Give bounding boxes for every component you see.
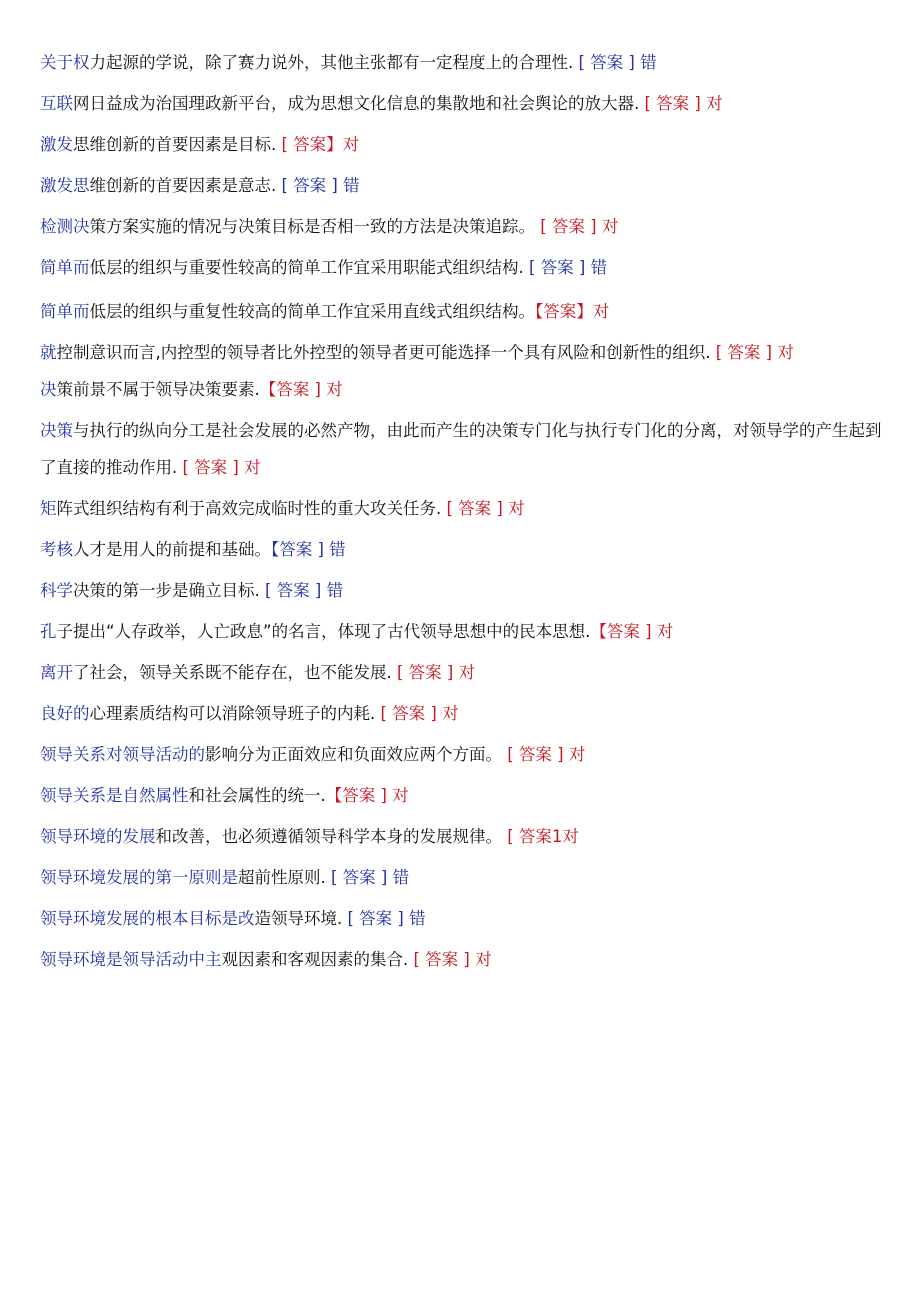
question-item bbox=[40, 126, 885, 163]
question-item bbox=[40, 695, 885, 732]
item-answer: [ 答案 ] 错 bbox=[265, 581, 344, 600]
item-answer: [ 答案 ] 对 bbox=[397, 663, 476, 682]
item-lead: 领导环境发展的根本目标是改 bbox=[40, 909, 255, 928]
question-item bbox=[40, 412, 885, 486]
item-lead: 领导关系对领导活动的 bbox=[40, 745, 205, 764]
item-text: 超前性原则. bbox=[238, 868, 326, 887]
item-lead: 关于权 bbox=[40, 53, 90, 72]
item-text: 低层的组织与重复性较高的简单工作宜采用直线式组织结构。 bbox=[89, 302, 535, 321]
item-text: 决策的第一步是确立目标. bbox=[73, 581, 260, 600]
item-text: 心理素质结构可以消除领导班子的内耗. bbox=[89, 704, 376, 723]
item-answer: [ 答案 ] 对 bbox=[380, 704, 459, 723]
item-text: 思维创新的首要因素是目标. bbox=[73, 135, 277, 154]
item-text: 人才是用人的前提和基础。 bbox=[73, 540, 271, 559]
item-lead: 科学 bbox=[40, 581, 73, 600]
question-item bbox=[40, 572, 885, 609]
item-answer: 【答案 ] 对 bbox=[259, 380, 343, 399]
item-answer: [ 答案 ] 对 bbox=[715, 343, 794, 362]
item-answer: [ 答案 ] 对 bbox=[540, 217, 619, 236]
item-lead: 良好的 bbox=[40, 704, 90, 723]
question-item bbox=[40, 941, 885, 978]
item-lead: 互联 bbox=[40, 94, 73, 113]
item-text: 和改善，也必须遵循领导科学本身的发展规律。 bbox=[155, 827, 502, 846]
item-text: 力起源的学说，除了赛力说外，其他主张都有一定程度上的合理性. bbox=[89, 53, 574, 72]
question-item bbox=[40, 613, 885, 650]
item-lead: 孔 bbox=[40, 622, 57, 641]
question-item bbox=[40, 818, 885, 855]
question-item bbox=[40, 859, 885, 896]
item-text: 观因素和客观因素的集合. bbox=[221, 950, 409, 969]
item-lead: 领导关系是自然属性 bbox=[40, 786, 189, 805]
question-item bbox=[40, 85, 885, 122]
question-item bbox=[40, 249, 885, 286]
question-item bbox=[40, 531, 885, 568]
item-answer: [ 答案 ] 错 bbox=[578, 53, 657, 72]
item-lead: 考核 bbox=[40, 540, 73, 559]
question-item bbox=[40, 371, 885, 408]
item-answer: [ 答案 ] 错 bbox=[331, 868, 410, 887]
item-lead: 领导环境发展的第一原则是 bbox=[40, 868, 238, 887]
item-answer: [ 答案 ] 错 bbox=[347, 909, 426, 928]
item-answer: [ 答案 ] 对 bbox=[446, 499, 525, 518]
item-lead: 检测决 bbox=[40, 217, 90, 236]
item-text: 阵式组织结构有利于高效完成临时性的重大攻关任务. bbox=[56, 499, 442, 518]
question-item bbox=[40, 44, 885, 81]
item-lead: 简单而 bbox=[40, 258, 90, 277]
item-lead: 简单而 bbox=[40, 302, 90, 321]
item-text: 与执行的纵向分工是社会发展的必然产物，由此而产生的决策专门化与执行专门化的分离，对领导学的产生起到了直接的推动作用. bbox=[40, 421, 882, 477]
question-item bbox=[40, 293, 885, 330]
item-lead: 激发 bbox=[40, 135, 73, 154]
item-answer: [ 答案 ] 错 bbox=[529, 258, 608, 277]
question-item bbox=[40, 490, 885, 527]
question-item bbox=[40, 900, 885, 937]
question-item bbox=[40, 167, 885, 204]
item-text: 策前景不属于领导决策要素. bbox=[56, 380, 260, 399]
item-lead: 决策 bbox=[40, 421, 73, 440]
item-text: 策方案实施的情况与决策目标是否相一致的方法是决策追踪。 bbox=[89, 217, 535, 236]
item-answer: 【答案】对 bbox=[535, 302, 610, 321]
item-answer: 【答案 ] 对 bbox=[325, 786, 409, 805]
item-lead: 决 bbox=[40, 380, 57, 399]
item-lead: 领导环境是领导活动中主 bbox=[40, 950, 222, 969]
question-item bbox=[40, 777, 885, 814]
item-text: 造领导环境. bbox=[254, 909, 343, 928]
question-item bbox=[40, 654, 885, 691]
item-answer: [ 答案 ] 对 bbox=[644, 94, 723, 113]
item-lead: 就 bbox=[40, 343, 57, 362]
question-item bbox=[40, 208, 885, 245]
item-lead: 离开 bbox=[40, 663, 73, 682]
item-lead: 领导环境的发展 bbox=[40, 827, 156, 846]
item-text: 维创新的首要因素是意志. bbox=[89, 176, 277, 195]
question-item bbox=[40, 334, 885, 371]
item-text: 了社会，领导关系既不能存在，也不能发展. bbox=[73, 663, 392, 682]
item-text: 低层的组织与重要性较高的简单工作宜采用职能式组织结构. bbox=[89, 258, 524, 277]
item-answer: 【答案 ] 对 bbox=[590, 622, 674, 641]
item-lead: 矩 bbox=[40, 499, 57, 518]
item-text: 网日益成为治国理政新平台，成为思想文化信息的集散地和社会舆论的放大器. bbox=[73, 94, 640, 113]
item-answer: 【答案 ] 错 bbox=[271, 540, 346, 559]
item-text: 和社会属性的统一. bbox=[188, 786, 326, 805]
item-answer: [ 答案 ] 对 bbox=[507, 745, 586, 764]
item-answer: [ 答案 ] 对 bbox=[413, 950, 492, 969]
item-answer: [ 答案1对 bbox=[507, 827, 579, 846]
item-answer: [ 答案】对 bbox=[281, 135, 360, 154]
item-answer: [ 答案 ] 对 bbox=[182, 458, 261, 477]
question-item bbox=[40, 736, 885, 773]
item-answer: [ 答案 ] 错 bbox=[281, 176, 360, 195]
item-text: 控制意识而言,内控型的领导者比外控型的领导者更可能选择一个具有风险和创新性的组织. bbox=[56, 343, 711, 362]
item-text: 子提出“人存政举，人亡政息”的名言，体现了古代领导思想中的民本思想. bbox=[56, 622, 591, 641]
item-lead: 激发思 bbox=[40, 176, 90, 195]
item-text: 影响分为正面效应和负面效应两个方面。 bbox=[205, 745, 502, 764]
